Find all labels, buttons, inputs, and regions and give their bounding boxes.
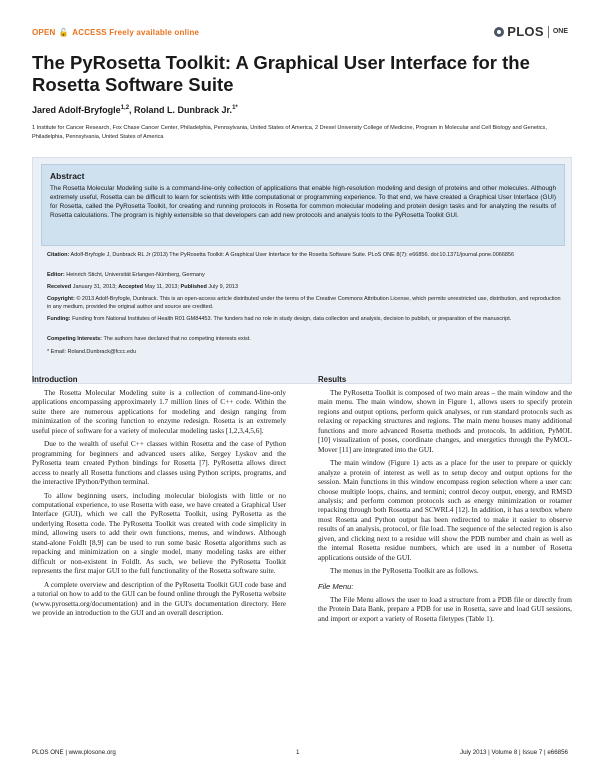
results-paragraph-2: The main window (Figure 1) acts as a place for the user to prepare or quickly analyze a protein of interest as well as to setup decoy and output options for the session. Main functions in this window encompass region selection where a user can: choose multiple loops, chains, and termini; control decoy output, energy, and RMSD analysis; and perform common protocols such as energy minimization or rotamer repacking through both Rosetta and SCWRL4 [12]. In addition, it has a textbox where most Rosetta and Python output has been redirected to make it easier to observe results of an analysis, protocol, or file load. The sequence of the selected region is also given, and clicking next to a residue will show the PDB number and chain as well as the internal Rosetta residue numbers, which are used in a number of Rosetta applications outside of the GUI.: [318, 458, 572, 562]
dates: Received January 31, 2013; Accepted May 11, 2013; Published July 9, 2013: [47, 284, 239, 290]
journal-name: PLOS: [507, 24, 544, 39]
footer-issue: July 2013 | Volume 8 | Issue 7 | e66856: [459, 749, 568, 756]
article-title: The PyRosetta Toolkit: A Graphical User Interface for the Rosetta Software Suite: [32, 52, 530, 95]
intro-paragraph-3: To allow beginning users, including molecular biologists with little or no computational experience, to use Rosetta with ease, we have created a Graphical User Interface (GUI), which we call the PyRosetta Toolkit, using PyRosetta as the underlying Rosetta code. The PyRosetta Toolkit was created with code simplicity in mind, allowing users to add their own functions, menus, and windows. Although stand-alone FoldIt [8,9] can be used to run some basic Rosetta algorithms such as repacking and minimization on a single model, many modeling tasks are either difficult or non-existent in FoldIt. As such, we believe the PyRosetta Toolkit represents the first major GUI to the full functionality of the Rosetta software suite.: [32, 490, 286, 576]
intro-paragraph-4: A complete overview and description of the PyRosetta Toolkit GUI code base and a tutorial on how to add to the GUI can be found online through the PyRosetta website (www.pyrosetta.org/documentation) and in the GUI's documentation directory. Here we provide an introduction to the GUI and an overall description.: [32, 579, 286, 617]
intro-paragraph-2: Due to the wealth of useful C++ classes within Rosetta and the case of Python programming for beginners and advanced users alike, Sergey Lyskov and the PyRosetta team created Python bindings for Rosetta [7]. PyRosetta allows direct access to nearly all Rosetta functions and classes using Python scripts, programs, and the interactive IPython/Python terminal.: [32, 439, 286, 487]
abstract-panel: [32, 157, 572, 384]
open-access-label: OPEN: [32, 28, 56, 37]
results-heading: Results: [318, 375, 347, 384]
intro-paragraph-1: The Rosetta Molecular Modeling suite is a collection of command-line-only applications encompassing approximately 1.7 million lines of C++ code. Within the suite there are numerous applications for modeling and design ranging from minimization of the scoring function to enzyme redesign. Rosetta is an extremely useful piece of software for a variety of molecular modeling tasks [1,2,3,4,5,6].: [32, 388, 286, 435]
competing-interests: Competing Interests: The authors have declared that no competing interests exist.: [47, 336, 251, 342]
copyright: Copyright: © 2013 Adolf-Bryfogle, Dunbrack. This is an open-access article distributed under the terms of the Creative Commons Attribution License, which permits unrestricted use, distribution, and reproduction in any medium, provided the original author and source are credited.: [47, 296, 561, 310]
page-number: 1: [296, 749, 300, 756]
abstract-text: The Rosetta Molecular Modeling suite is a command-line-only collection of applications that enable high-resolution modeling and design of proteins and other molecules. Although extremely useful, Rosetta can be difficult to learn for scientists with little computational or programming experience. To that end, we have created a Graphical User Interface (GUI) for Rosetta, called the PyRosetta Toolkit, for creating and running protocols in Rosetta for common molecular modeling and protein design tasks and for analyzing the results of Rosetta calculations. The program is highly extensible so that developers can add new protocols and analysis tools to the PyRosetta Toolkit GUI.: [50, 185, 556, 219]
results-paragraph-4: The File Menu allows the user to load a structure from a PDB file or directly from the Protein Data Bank, prepare a PDB for use in Rosetta, save and load GUI sessions, and import or export a variety of Rosetta filetypes (Table 1).: [318, 594, 572, 623]
footer-journal: PLOS ONE | www.plosone.org: [32, 749, 116, 756]
file-menu-heading: File Menu:: [318, 581, 354, 591]
logo-divider: [548, 26, 549, 38]
results-paragraph-1: The PyRosetta Toolkit is composed of two main areas – the main window and the main menu. The main window, shown in Figure 1, allows users to specify protein regions and output options, perform quick analyses, or run standard protocols such as relaxing or repacking structures and regions. The main menu houses many additional functions and more advanced Rosetta methods and protocols. In addition, PyMOL [10] visualization of poses, coordinate changes, and energetics through the PyMOL-Mover [11] are integrated into the GUI.: [318, 388, 572, 454]
affiliations: 1 Institute for Cancer Research, Fox Chase Cancer Center, Philadelphia, Pennsylvania, United States of America, 2 Drexel University College of Medicine, Program in Molecular and Cell Biology and Genetics, Philadelphia, Pennsylvania, United States of America: [32, 125, 547, 140]
left-column: [32, 375, 286, 621]
author-list: Jared Adolf-Bryfogle$^{1,2}$, Roland L. Dunbrack Jr.$^{1*}$: [32, 105, 238, 115]
journal-header: [32, 24, 568, 44]
journal-suffix: ONE: [552, 28, 568, 35]
right-column: [318, 375, 572, 627]
corresponding-email: * Email: Roland.Dunbrack@fccc.edu: [47, 349, 137, 355]
abstract-block: [41, 164, 565, 246]
editor: Editor: Heinrich Sticht, Universität Erlangen-Nürnberg, Germany: [47, 272, 205, 278]
funding: Funding: Funding from National Institutes of Health R01 GM84453. The funders had no role in study design, data collection and analysis, decision to publish, or preparation of the manuscript.: [47, 316, 512, 322]
plos-one-logo: [494, 24, 568, 39]
introduction-heading: Introduction: [32, 375, 78, 384]
plos-logo-icon: [494, 27, 504, 37]
page-footer: [32, 749, 568, 761]
citation: Citation: Adolf-Bryfogle J, Dunbrack RL Jr (2013) The PyRosetta Toolkit: A Graphical User Interface for the Rosetta Software Suite. PLoS ONE 8(7): e66856. doi:10.1371/journal.pone.0066856: [47, 252, 515, 258]
abstract-heading: Abstract: [50, 171, 85, 181]
open-access-label-2: ACCESS: [72, 28, 107, 37]
open-access-badge: [32, 28, 199, 37]
open-lock-icon: 🔓: [58, 28, 70, 37]
results-paragraph-3: The menus in the PyRosetta Toolkit are as follows.: [330, 566, 479, 576]
freely-available-label: Freely available online: [109, 28, 200, 37]
